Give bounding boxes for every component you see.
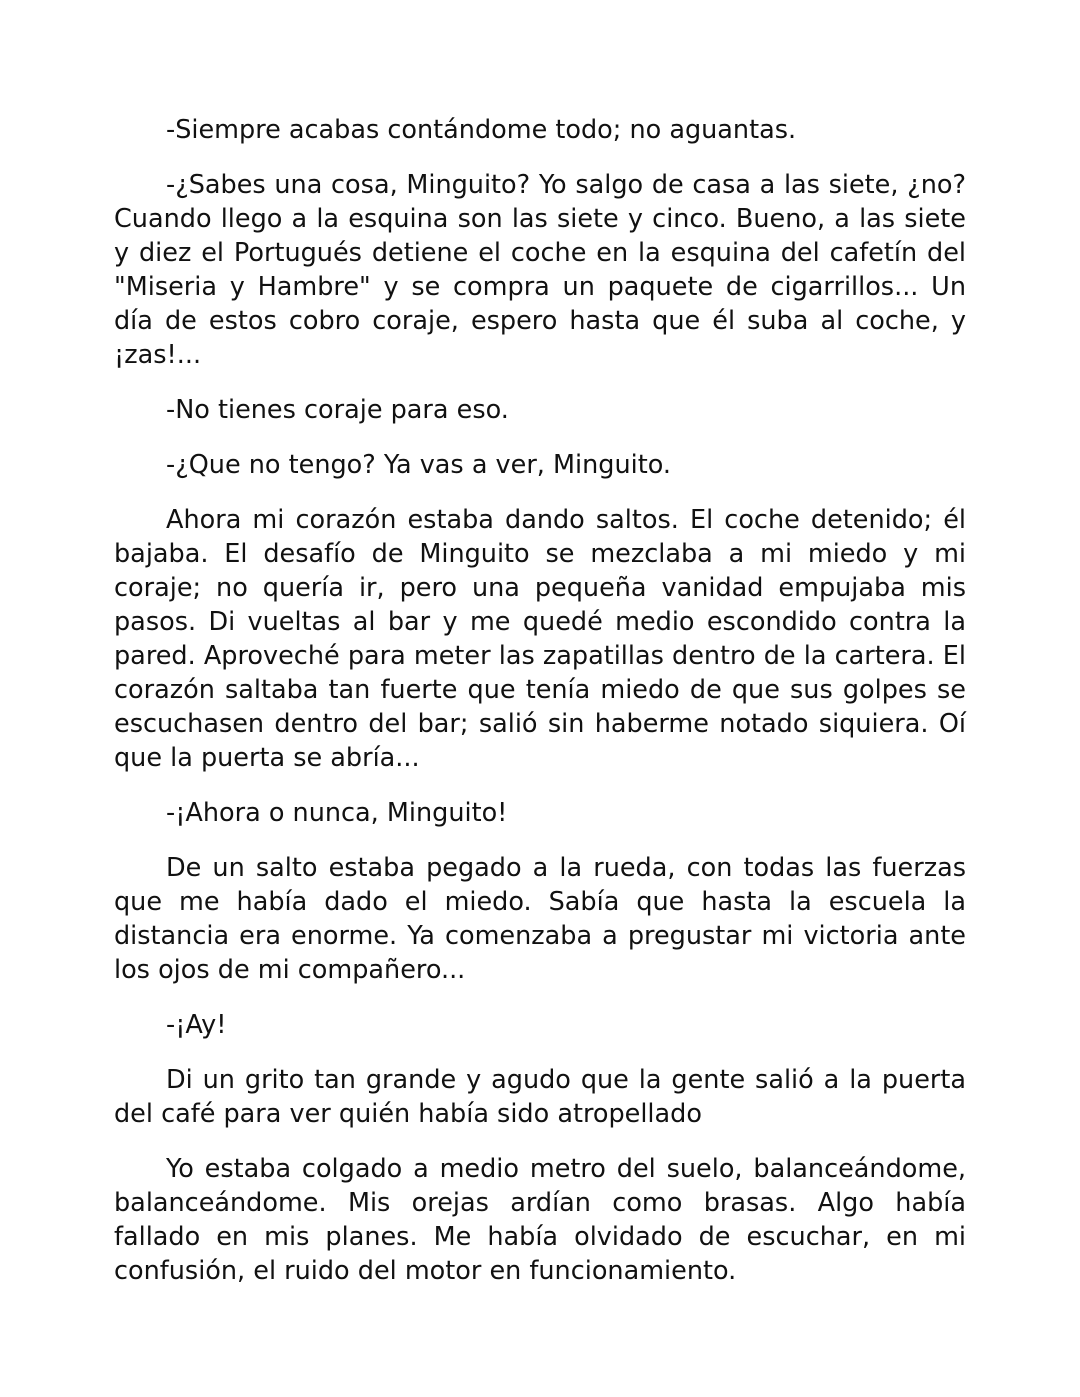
paragraph-7: De un salto estaba pegado a la rueda, con todas las fuerzas que me había dado el miedo. Sabía que hasta la escuela la distancia era enorme. Ya comenzaba a pregustar mi victoria ante los ojos de mi compañero... [114, 853, 966, 985]
paragraph-4: -¿Que no tengo? Ya vas a ver, Minguito. [166, 450, 671, 480]
paragraph-6: -¡Ahora o nunca, Minguito! [166, 798, 508, 828]
paragraph-8: -¡Ay! [166, 1010, 227, 1040]
paragraph-5: Ahora mi corazón estaba dando saltos. El coche detenido; él bajaba. El desafío de Minguito se mezclaba a mi miedo y mi coraje; no quería ir, pero una pequeña vanidad empujaba mis pasos. Di vueltas al bar y me quedé medio escondido contra la pared. Aproveché para meter las zapatillas dentro de la cartera. El corazón saltaba tan fuerte que tenía miedo de que sus golpes se escuchasen dentro del bar; salió sin haberme notado siquiera. Oí que la puerta se abría... [114, 505, 966, 773]
paragraph-3: -No tienes coraje para eso. [166, 395, 509, 425]
paragraph-10: Yo estaba colgado a medio metro del suelo, balanceándome, balanceándome. Mis orejas ardían como brasas. Algo había fallado en mis planes. Me había olvidado de escuchar, en mi confusión, el ruido del motor en funcionamiento. [114, 1154, 966, 1286]
document-page [114, 113, 966, 1288]
paragraph-1: -Siempre acabas contándome todo; no aguantas. [166, 115, 797, 145]
paragraph-2: -¿Sabes una cosa, Minguito? Yo salgo de casa a las siete, ¿no? Cuando llego a la esquina son las siete y cinco. Bueno, a las siete y diez el Portugués detiene el coche en la esquina del cafetín del "Miseria y Hambre" y se compra un paquete de cigarrillos... Un día de estos cobro coraje, espero hasta que él suba al coche, y ¡zas!... [114, 170, 966, 370]
paragraph-9: Di un grito tan grande y agudo que la gente salió a la puerta del café para ver quién había sido atropellado [114, 1065, 966, 1129]
